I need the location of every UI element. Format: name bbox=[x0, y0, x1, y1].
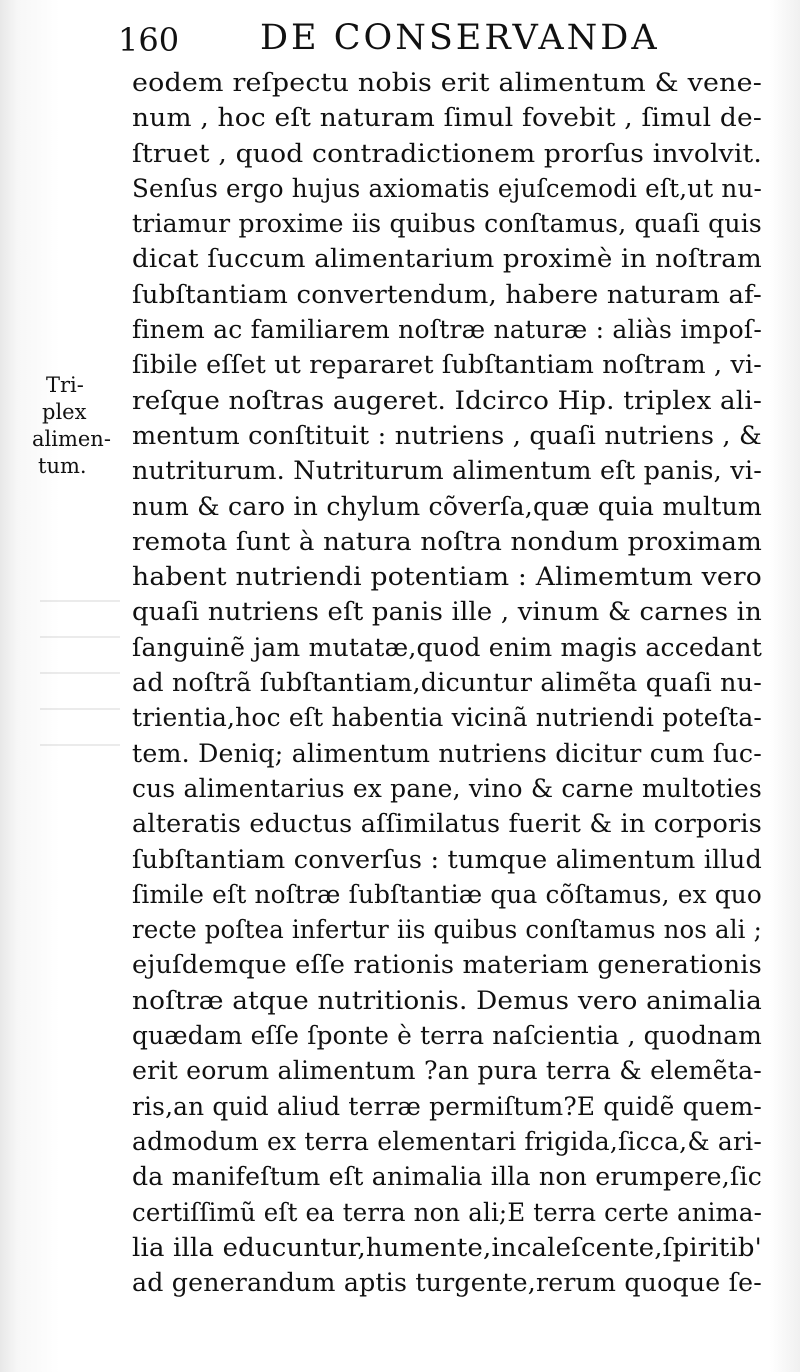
text-line: ad generandum aptis turgente,rerum quoque ſe- bbox=[132, 1268, 762, 1299]
text-line: nutriturum. Nutriturum alimentum eſt panis, vi- bbox=[132, 456, 762, 487]
text-line: num & caro in chylum cõverſa,quæ quia multum bbox=[132, 491, 762, 522]
text-line: ſtruet , quod contradictionem prorſus involvit. bbox=[132, 138, 762, 169]
text-line: certiſſimũ eſt ea terra non ali;E terra certe anima- bbox=[132, 1197, 762, 1228]
text-line: lia illa educuntur,humente,incaleſcente,ſpiritib' bbox=[132, 1232, 763, 1263]
ink-show-through bbox=[40, 600, 120, 780]
marginal-note bbox=[32, 372, 132, 480]
text-line: ſibile eſſet ut repararet ſubſtantiam noſtram , vi- bbox=[132, 350, 762, 381]
text-line: ſubſtantiam converſus : tumque alimentum illud bbox=[132, 844, 762, 875]
text-line: recte poſtea infertur iis quibus conſtamus nos ali ; bbox=[132, 915, 762, 946]
text-line: erit eorum alimentum ?an pura terra & elemẽta- bbox=[132, 1056, 762, 1087]
text-line: eodem reſpectu nobis erit alimentum & vene- bbox=[132, 68, 762, 98]
text-line: habent nutriendi potentiam : Alimemtum vero bbox=[132, 562, 762, 593]
marginal-note-line: plex bbox=[42, 400, 87, 424]
text-line: num , hoc eſt naturam ſimul fovebit , ſimul de- bbox=[132, 103, 762, 134]
page-header bbox=[118, 18, 758, 58]
marginal-note-line: tum. bbox=[38, 454, 87, 478]
text-line: reſque noſtras augeret. Idcirco Hip. triplex ali- bbox=[132, 385, 762, 416]
text-line: Senſus ergo hujus axiomatis ejuſcemodi eſt,ut nu- bbox=[132, 173, 762, 204]
running-title: DE CONSERVANDA bbox=[260, 18, 660, 58]
text-line: alteratis eductus aſſimilatus fuerit & in corporis bbox=[132, 809, 762, 840]
marginal-note-line: alimen- bbox=[32, 427, 111, 451]
text-line: cus alimentarius ex pane, vino & carne multoties bbox=[132, 773, 762, 804]
text-line: ad noſtrã ſubſtantiam,dicuntur alimẽta quaſi nu- bbox=[132, 668, 762, 699]
text-line: quaſi nutriens eſt panis ille , vinum & carnes in bbox=[132, 597, 762, 628]
text-line: trientia,hoc eſt habentia vicinã nutriendi poteſta- bbox=[132, 703, 762, 734]
text-line: triamur proxime iis quibus conſtamus, quaſi quis bbox=[132, 209, 762, 240]
text-line: remota ſunt à natura noſtra nondum proximam bbox=[132, 526, 762, 557]
text-line: tem. Deniq; alimentum nutriens dicitur cum ſuc- bbox=[132, 738, 762, 769]
text-line: ſimile eſt noſtræ ſubſtantiæ qua cõſtamus, ex quo bbox=[132, 879, 762, 910]
body-text bbox=[132, 66, 762, 1301]
text-line: finem ac familiarem noſtræ naturæ : aliàs impoſ- bbox=[132, 315, 762, 346]
text-line: da manifeſtum eſt animalia illa non erumpere,ſic bbox=[132, 1162, 762, 1193]
text-line: ejuſdemque eſſe rationis materiam generationis bbox=[132, 950, 762, 981]
text-line: quædam eſſe ſponte è terra naſcientia , quodnam bbox=[132, 1021, 762, 1052]
text-line: ris,an quid aliud terræ permiſtum?E quidẽ quem- bbox=[132, 1091, 762, 1122]
marginal-note-line: Tri- bbox=[46, 373, 84, 397]
text-line: ſanguinẽ jam mutatæ,quod enim magis accedant bbox=[132, 632, 762, 663]
text-line: mentum conſtituit : nutriens , quaſi nutriens , & bbox=[132, 420, 762, 451]
page-number: 160 bbox=[118, 21, 180, 59]
text-line: dicat ſuccum alimentarium proximè in noſtram bbox=[132, 244, 762, 275]
text-line: ſubſtantiam convertendum, habere naturam af- bbox=[132, 279, 762, 310]
text-line: admodum ex terra elementari frigida,ſicca,& ari- bbox=[132, 1126, 762, 1157]
text-line: noſtræ atque nutritionis. Demus vero animalia bbox=[132, 985, 762, 1016]
